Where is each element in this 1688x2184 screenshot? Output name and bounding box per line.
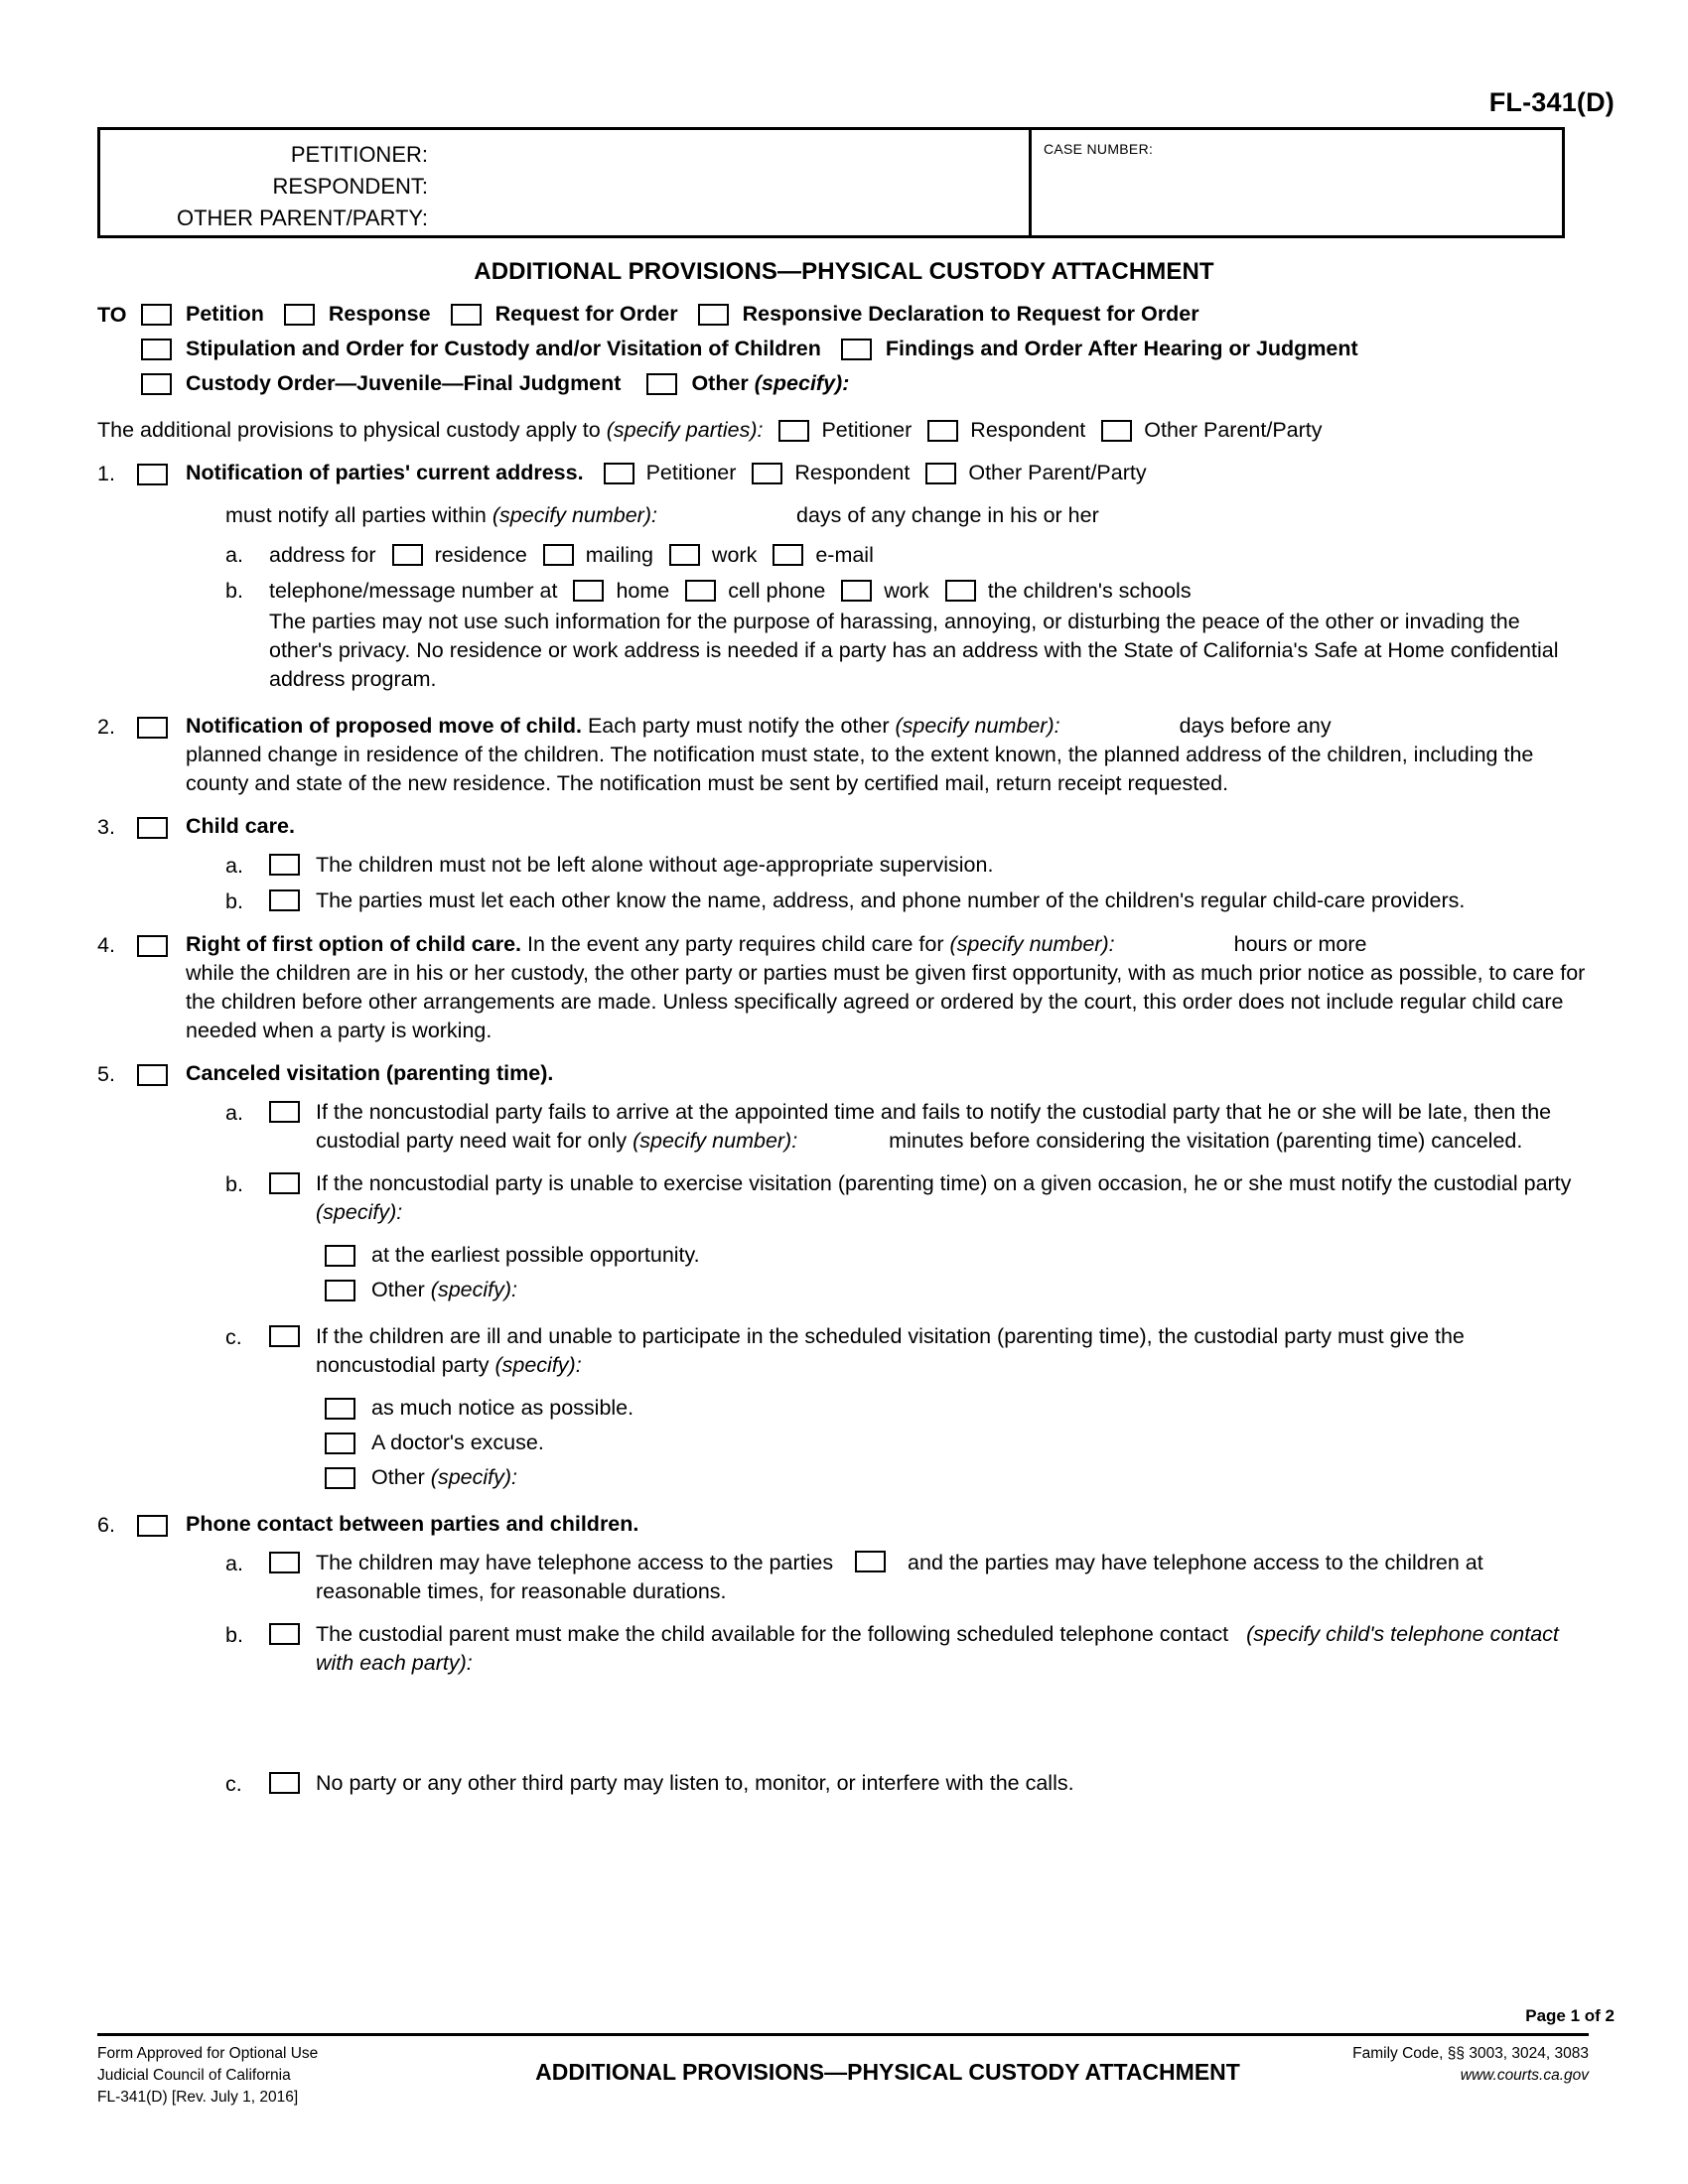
item-5a xyxy=(186,1098,1587,1156)
item-5 xyxy=(97,1059,1587,1492)
item-5c-option-specify: (specify): xyxy=(430,1465,517,1489)
item-3a-letter: a. xyxy=(225,854,243,878)
item-2-pre: Each party must notify the other xyxy=(587,714,890,738)
checkbox-address-work[interactable] xyxy=(669,544,700,566)
item-5c xyxy=(186,1322,1587,1380)
checkbox-6a-parties-access[interactable] xyxy=(855,1551,886,1572)
item-3a xyxy=(186,851,1587,881)
item-2-body xyxy=(168,712,1587,798)
apply-option-label: Petitioner xyxy=(821,418,913,442)
checkbox-address-email[interactable] xyxy=(773,544,803,566)
item-5b xyxy=(186,1169,1587,1227)
footer-code-citation: Family Code, §§ 3003, 3024, 3083 xyxy=(1352,2045,1589,2062)
item-6 xyxy=(97,1510,1587,1799)
item-4-number: 4. xyxy=(97,933,115,957)
to-option-label: Other xyxy=(691,371,749,395)
apply-to-text: The additional provisions to physical custody apply to xyxy=(97,418,601,442)
checkbox-item-5c[interactable] xyxy=(269,1325,300,1347)
item-2-heading: Notification of proposed move of child. xyxy=(186,714,582,738)
item-6a-letter: a. xyxy=(225,1552,243,1575)
item-5c-option-label: as much notice as possible. xyxy=(371,1396,634,1420)
checkbox-stipulation-and-order[interactable] xyxy=(141,339,172,360)
item-6b xyxy=(186,1620,1587,1678)
item-4 xyxy=(97,930,1587,1045)
apply-to-specify: (specify parties): xyxy=(606,418,764,442)
item-4-post: hours or more xyxy=(1233,932,1367,956)
item-5b-option-2 xyxy=(186,1276,1587,1304)
item-5c-text-pre: If the children are ill and unable to participate in the scheduled visitation (parenting time), the custodial party must give the noncustodial party xyxy=(316,1324,1465,1377)
item-5c-specify: (specify): xyxy=(494,1353,582,1377)
checkbox-phone-schools[interactable] xyxy=(945,580,976,602)
item-6b-write-in-area[interactable] xyxy=(186,1678,1587,1769)
form-number: FL-341(D) xyxy=(1488,87,1615,117)
item-1a-letter: a. xyxy=(225,543,243,567)
item-5b-specify: (specify): xyxy=(316,1200,403,1224)
caption-box xyxy=(97,127,1565,238)
checkbox-item-6[interactable] xyxy=(137,1515,168,1537)
item-1-heading: Notification of parties' current address. xyxy=(186,461,584,484)
item-5a-letter: a. xyxy=(225,1101,243,1125)
item-5a-text-post: minutes before considering the visitation (parenting time) canceled. xyxy=(889,1129,1523,1153)
item-4-specify: (specify number): xyxy=(949,932,1115,956)
item-2 xyxy=(97,712,1587,798)
item-6-heading: Phone contact between parties and children. xyxy=(186,1512,639,1536)
checkbox-address-residence[interactable] xyxy=(392,544,423,566)
to-label: TO xyxy=(97,303,127,327)
item-1a-option: mailing xyxy=(585,542,653,567)
item-1-notify-line xyxy=(186,501,1587,530)
page-title: ADDITIONAL PROVISIONS—PHYSICAL CUSTODY ATTACHMENT xyxy=(474,258,1214,285)
party-labels xyxy=(100,139,428,234)
item-6b-letter: b. xyxy=(225,1623,243,1647)
item-2-number: 2. xyxy=(97,715,115,739)
checkbox-item1-other-parent[interactable] xyxy=(925,463,956,484)
footer-council-line: Judicial Council of California xyxy=(97,2067,291,2084)
item-1b-option: the children's schools xyxy=(987,578,1192,603)
checkbox-responsive-declaration[interactable] xyxy=(698,304,729,326)
apply-to-line xyxy=(97,416,1587,445)
item-6c-text: No party or any other third party may listen to, monitor, or interfere with the calls. xyxy=(316,1771,1074,1795)
checkbox-phone-cell[interactable] xyxy=(685,580,716,602)
checkbox-item-6c[interactable] xyxy=(269,1772,300,1794)
item-4-paragraph: while the children are in his or her custody, the other party or parties must be given first opportunity, with as much prior notice as possible, to care for the children before other arrangements are made. Unless specifically agreed or ordered by the court, this order does not include regular child care needed when a party is working. xyxy=(186,961,1586,1042)
to-line-2 xyxy=(141,335,1587,363)
to-option-label: Findings and Order After Hearing or Judgment xyxy=(885,337,1358,360)
checkbox-request-for-order[interactable] xyxy=(451,304,482,326)
checkbox-item-3b[interactable] xyxy=(269,889,300,911)
checkbox-item-1[interactable] xyxy=(137,464,168,485)
to-option-label: Response xyxy=(328,302,431,326)
form-content xyxy=(97,298,1587,1799)
item-1-option-label: Petitioner xyxy=(645,461,737,484)
checkbox-address-mailing[interactable] xyxy=(543,544,574,566)
petitioner-label: PETITIONER: xyxy=(290,142,428,167)
to-section xyxy=(97,300,1587,398)
to-option-specify: (specify): xyxy=(754,371,850,395)
checkbox-item-6a[interactable] xyxy=(269,1552,300,1573)
item-1a xyxy=(186,540,1587,570)
to-option-label: Custody Order—Juvenile—Final Judgment xyxy=(186,371,622,395)
checkbox-custody-order-juvenile[interactable] xyxy=(141,373,172,395)
item-5c-option-label: A doctor's excuse. xyxy=(371,1431,544,1454)
item-1-option-label: Respondent xyxy=(794,461,911,484)
item-5-body xyxy=(168,1059,1587,1492)
item-6a-text-pre: The children may have telephone access to the parties xyxy=(316,1551,834,1574)
item-6-number: 6. xyxy=(97,1513,115,1537)
checkbox-item-6b[interactable] xyxy=(269,1623,300,1645)
checkbox-item1-petitioner[interactable] xyxy=(604,463,634,484)
footer-divider xyxy=(97,2033,1589,2036)
item-5b-option-label: at the earliest possible opportunity. xyxy=(371,1243,700,1267)
footer-website: www.courts.ca.gov xyxy=(1460,2067,1589,2084)
item-1-body xyxy=(168,459,1587,694)
checkbox-response[interactable] xyxy=(284,304,315,326)
item-1-option-label: Other Parent/Party xyxy=(968,461,1147,484)
item-1a-option: residence xyxy=(434,542,527,567)
to-options xyxy=(141,300,1587,398)
other-parent-label: OTHER PARENT/PARTY: xyxy=(176,205,428,230)
checkbox-item-4[interactable] xyxy=(137,935,168,957)
to-line-3 xyxy=(141,369,1587,398)
item-3b-text: The parties must let each other know the name, address, and phone number of the children's regular child-care providers. xyxy=(316,888,1466,912)
checkbox-5c-much-notice[interactable] xyxy=(325,1398,355,1420)
checkbox-apply-other-parent[interactable] xyxy=(1101,420,1132,442)
item-1b-letter: b. xyxy=(225,579,243,603)
checkbox-apply-respondent[interactable] xyxy=(927,420,958,442)
item-6a xyxy=(186,1549,1587,1606)
respondent-label: RESPONDENT: xyxy=(272,174,428,199)
item-1-number: 1. xyxy=(97,462,115,485)
checkbox-5b-other[interactable] xyxy=(325,1280,355,1301)
to-option-label: Request for Order xyxy=(494,302,678,326)
apply-option-label: Other Parent/Party xyxy=(1144,418,1323,442)
item-4-pre: In the event any party requires child care for xyxy=(527,932,944,956)
item-2-post: days before any xyxy=(1179,714,1332,738)
checkbox-5c-doctors-excuse[interactable] xyxy=(325,1433,355,1454)
item-5b-option-1 xyxy=(186,1241,1587,1270)
caption-parties-cell xyxy=(100,130,1032,235)
item-5c-option-3 xyxy=(186,1463,1587,1492)
checkbox-other[interactable] xyxy=(646,373,677,395)
item-5c-option-2 xyxy=(186,1429,1587,1457)
item-5a-specify: (specify number): xyxy=(633,1129,798,1153)
checkbox-phone-home[interactable] xyxy=(573,580,604,602)
item-1-notify-pre: must notify all parties within xyxy=(225,503,487,527)
item-6-body xyxy=(168,1510,1587,1799)
item-1 xyxy=(97,459,1587,694)
item-5c-option-1 xyxy=(186,1394,1587,1423)
checkbox-item1-respondent[interactable] xyxy=(752,463,782,484)
checkbox-item-3[interactable] xyxy=(137,817,168,839)
caption-case-number-cell[interactable] xyxy=(1032,130,1562,235)
footer xyxy=(97,2043,1589,2109)
item-6a-text-post: and the parties may have telephone access to the children at reasonable times, for reasonable durations. xyxy=(316,1551,1483,1603)
item-3b-letter: b. xyxy=(225,889,243,913)
item-6c-letter: c. xyxy=(225,1772,242,1796)
page-number: Page 1 of 2 xyxy=(1525,2006,1615,2025)
footer-left xyxy=(97,2043,514,2109)
item-1b-option: cell phone xyxy=(728,578,826,603)
checkbox-phone-work[interactable] xyxy=(841,580,872,602)
item-2-paragraph: planned change in residence of the children. The notification must state, to the extent known, the planned address of the children, including the county and state of the new residence. The notification must be sent by certified mail, return receipt requested. xyxy=(186,743,1534,795)
item-4-heading: Right of first option of child care. xyxy=(186,932,522,956)
item-1b-paragraph: The parties may not use such information for the purpose of harassing, annoying, or disturbing the peace of the other or invading the other's privacy. No residence or work address is needed if a party has an address with the State of California's Safe at Home confidential address program. xyxy=(269,610,1559,691)
item-5c-letter: c. xyxy=(225,1325,242,1349)
to-line-1 xyxy=(141,300,1587,329)
item-5c-option-label: Other xyxy=(371,1465,425,1489)
item-3-body xyxy=(168,812,1587,916)
apply-option-label: Respondent xyxy=(970,418,1086,442)
item-1b xyxy=(186,576,1587,606)
item-5b-option-specify: (specify): xyxy=(430,1278,517,1301)
item-3a-text: The children must not be left alone without age-appropriate supervision. xyxy=(316,853,994,877)
item-2-specify: (specify number): xyxy=(895,714,1060,738)
footer-title: ADDITIONAL PROVISIONS—PHYSICAL CUSTODY ATTACHMENT xyxy=(535,2059,1240,2085)
item-1a-option: work xyxy=(711,542,758,567)
item-1-notify-specify: (specify number): xyxy=(492,503,657,527)
to-option-label: Stipulation and Order for Custody and/or Visitation of Children xyxy=(186,337,821,360)
checkbox-item-2[interactable] xyxy=(137,717,168,739)
checkbox-petition[interactable] xyxy=(141,304,172,326)
item-1b-option: home xyxy=(616,578,670,603)
item-5b-option-label: Other xyxy=(371,1278,425,1301)
checkbox-item-5b[interactable] xyxy=(269,1172,300,1194)
checkbox-5b-earliest-opportunity[interactable] xyxy=(325,1245,355,1267)
to-option-label: Petition xyxy=(186,302,264,326)
item-5-number: 5. xyxy=(97,1062,115,1086)
item-1-notify-post: days of any change in his or her xyxy=(795,503,1099,527)
item-5b-letter: b. xyxy=(225,1172,243,1196)
item-4-body xyxy=(168,930,1587,1045)
item-1a-option: e-mail xyxy=(815,542,874,567)
item-1a-lead: address for xyxy=(269,542,376,567)
item-3 xyxy=(97,812,1587,916)
checkbox-item-5[interactable] xyxy=(137,1064,168,1086)
to-option-label: Responsive Declaration to Request for Order xyxy=(742,302,1199,326)
item-3-heading: Child care. xyxy=(186,814,295,838)
checkbox-apply-petitioner[interactable] xyxy=(778,420,809,442)
item-1b-lead: telephone/message number at xyxy=(269,578,558,603)
item-6b-text-pre: The custodial parent must make the child available for the following scheduled telephone contact xyxy=(316,1622,1229,1646)
footer-revision-line: FL-341(D) [Rev. July 1, 2016] xyxy=(97,2089,299,2106)
checkbox-5c-other[interactable] xyxy=(325,1467,355,1489)
item-1b-option: work xyxy=(884,578,929,603)
item-3-number: 3. xyxy=(97,815,115,839)
item-5-heading: Canceled visitation (parenting time). xyxy=(186,1061,554,1085)
checkbox-item-3a[interactable] xyxy=(269,854,300,876)
checkbox-findings-and-order[interactable] xyxy=(841,339,872,360)
case-number-label: CASE NUMBER: xyxy=(1044,141,1154,157)
item-6b-specify: (specify child's telephone contact with each party): xyxy=(316,1622,1559,1675)
checkbox-item-5a[interactable] xyxy=(269,1101,300,1123)
item-5a-text-pre: If the noncustodial party fails to arrive at the appointed time and fails to notify the custodial party that he or she will be late, then the custodial party need wait for only xyxy=(316,1100,1552,1153)
item-5b-text-pre: If the noncustodial party is unable to exercise visitation (parenting time) on a given occasion, he or she must notify the custodial party xyxy=(316,1171,1572,1195)
item-3b xyxy=(186,887,1587,916)
footer-approved-line: Form Approved for Optional Use xyxy=(97,2045,319,2062)
item-6c xyxy=(186,1769,1587,1799)
footer-right xyxy=(1261,2043,1589,2087)
